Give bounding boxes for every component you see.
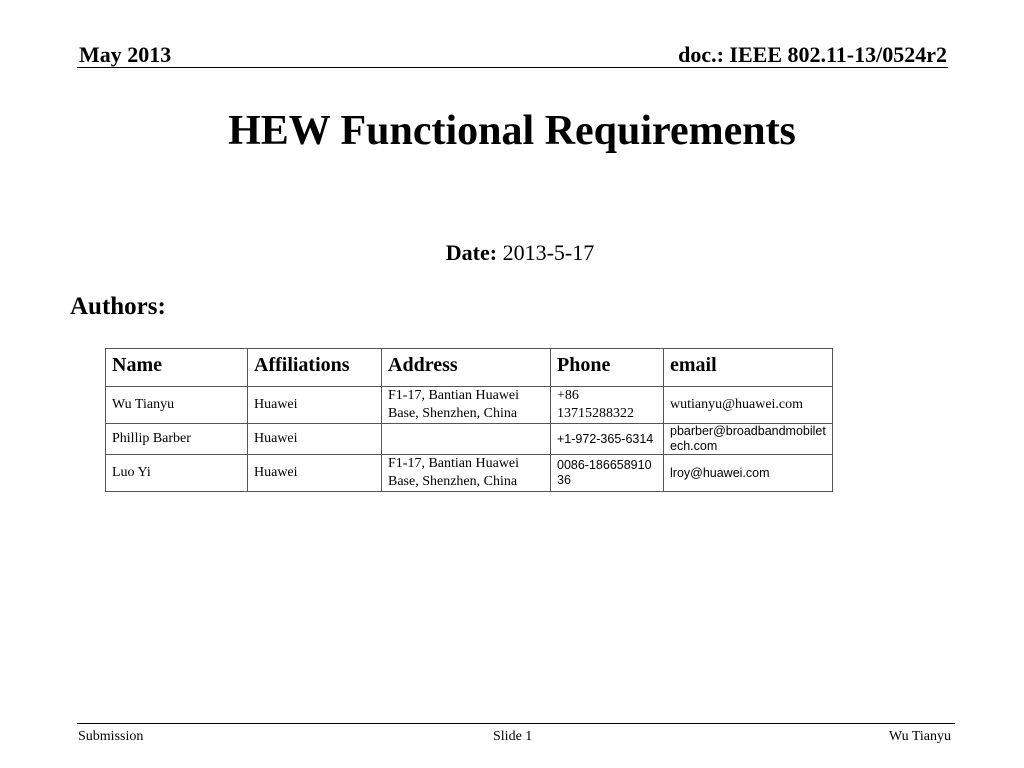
author-affiliation: Huawei xyxy=(248,455,382,492)
table-row xyxy=(106,387,833,424)
date-value: 2013-5-17 xyxy=(502,240,595,265)
table-header-row xyxy=(106,349,833,387)
author-email: wutianyu@huawei.com xyxy=(664,387,833,424)
author-affiliation: Huawei xyxy=(248,424,382,455)
column-header-email: email xyxy=(664,349,833,387)
column-header-name: Name xyxy=(106,349,248,387)
author-address: F1-17, Bantian Huawei Base, Shenzhen, China xyxy=(382,387,551,424)
table-row xyxy=(106,455,833,492)
date-label: Date: xyxy=(445,240,498,265)
footer-divider xyxy=(77,723,955,724)
author-name: Luo Yi xyxy=(106,455,248,492)
header-doc-id: doc.: IEEE 802.11-13/0524r2 xyxy=(678,42,947,67)
footer-submission: Submission xyxy=(78,729,144,744)
footer-slide-number: Slide 1 xyxy=(493,729,533,744)
author-phone: +86 13715288322 xyxy=(551,387,664,424)
author-email: lroy@huawei.com xyxy=(664,455,833,492)
author-address xyxy=(382,424,551,455)
author-name: Wu Tianyu xyxy=(106,387,248,424)
author-name: Phillip Barber xyxy=(106,424,248,455)
column-header-phone: Phone xyxy=(551,349,664,387)
author-address: F1-17, Bantian Huawei Base, Shenzhen, China xyxy=(382,455,551,492)
authors-heading: Authors: xyxy=(70,293,166,320)
header-date: May 2013 xyxy=(79,42,172,67)
slide-title: HEW Functional Requirements xyxy=(228,108,796,154)
header-divider xyxy=(77,67,948,68)
authors-table xyxy=(105,348,833,492)
date-line xyxy=(0,240,1024,266)
author-phone: 0086-18665891036 xyxy=(551,455,664,492)
column-header-affiliations: Affiliations xyxy=(248,349,382,387)
author-phone: +1-972-365-6314 xyxy=(551,424,664,455)
author-affiliation: Huawei xyxy=(248,387,382,424)
table-row xyxy=(106,424,833,455)
footer-author: Wu Tianyu xyxy=(888,729,951,744)
column-header-address: Address xyxy=(382,349,551,387)
author-email: pbarber@broadbandmobiletech.com xyxy=(664,424,833,455)
